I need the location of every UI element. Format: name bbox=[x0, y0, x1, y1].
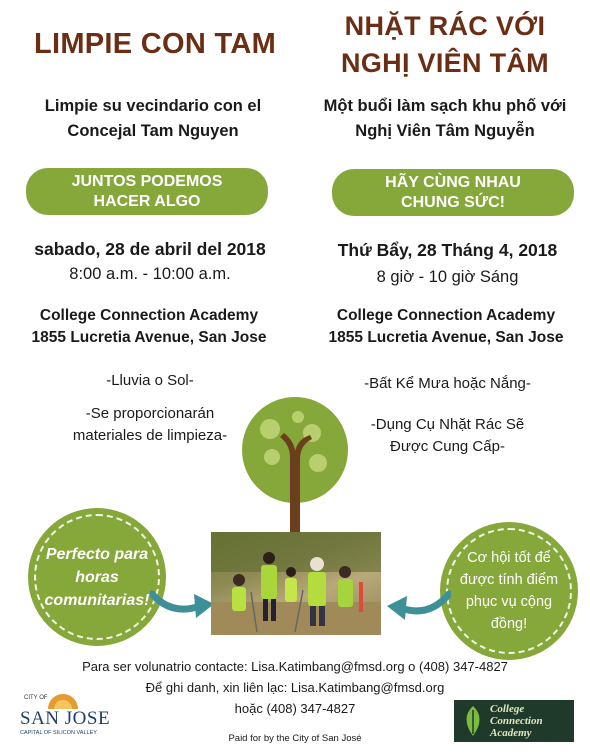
left-badge-text bbox=[45, 543, 150, 612]
cca-logo-line1: College bbox=[490, 703, 525, 715]
right-badge-line2: được tính điểm bbox=[459, 572, 559, 588]
arrow-right-icon bbox=[150, 586, 216, 624]
left-supplies-line2: materiales de limpieza- bbox=[72, 427, 228, 444]
right-venue: College Connection Academy bbox=[336, 307, 556, 324]
right-pill-line2: CHUNG SỨC! bbox=[401, 193, 505, 211]
left-supplies-line1: -Se proporcionarán bbox=[85, 405, 215, 422]
left-pill-line2: HACER ALGO bbox=[93, 192, 201, 210]
left-subtitle-line2: Concejal Tam Nguyen bbox=[67, 122, 239, 140]
contact-vi-line1: Để ghi danh, xin liên lạc: Lisa.Katimbang@fmsd.org bbox=[145, 680, 445, 695]
left-subtitle bbox=[8, 94, 298, 144]
san-jose-logo-tag: CAPITAL OF SILICON VALLEY bbox=[20, 730, 97, 736]
volunteers-photo bbox=[211, 532, 381, 635]
contact-vi-line2: hoặc (408) 347-4827 bbox=[234, 701, 356, 716]
right-subtitle-line2: Nghị Viên Tâm Nguyễn bbox=[355, 122, 535, 140]
right-weather-note: -Bất Kể Mưa hoặc Nắng- bbox=[364, 375, 531, 392]
right-subtitle-line1: Một buổi làm sạch khu phố với bbox=[323, 97, 567, 115]
right-badge-line3: phục vụ cộng bbox=[465, 594, 553, 610]
left-subtitle-line1: Limpie su vecindario con el bbox=[44, 97, 262, 115]
right-title bbox=[300, 8, 590, 82]
left-badge-line2: horas bbox=[75, 568, 119, 586]
cca-logo-text bbox=[490, 703, 543, 739]
volunteers-photo-art bbox=[211, 532, 381, 635]
right-badge bbox=[440, 522, 578, 660]
left-badge bbox=[28, 508, 166, 646]
cca-logo-line2: Connection bbox=[490, 715, 543, 727]
right-location bbox=[302, 305, 590, 349]
right-badge-text bbox=[460, 547, 558, 635]
right-badge-line4: đồng! bbox=[490, 616, 528, 632]
san-jose-logo bbox=[18, 691, 118, 743]
left-badge-line3: comunitarias! bbox=[44, 591, 150, 609]
cca-logo-line3: Academy bbox=[490, 727, 532, 739]
arrow-left-icon bbox=[385, 588, 451, 626]
right-event-time: 8 giờ - 10 giờ Sáng bbox=[376, 268, 519, 286]
left-event-time: 8:00 a.m. - 10:00 a.m. bbox=[69, 265, 231, 283]
leaf-logo-icon bbox=[460, 704, 486, 738]
left-venue: College Connection Academy bbox=[39, 307, 259, 324]
san-jose-logo-main: SAN JOSE bbox=[20, 708, 111, 729]
contact-spanish: Para ser volunatrio contacte: Lisa.Katimbang@fmsd.org o (408) 347-4827 bbox=[82, 659, 508, 674]
right-subtitle bbox=[300, 94, 590, 144]
left-badge-line1: Perfecto para bbox=[45, 545, 149, 563]
left-address: 1855 Lucretia Avenue, San Jose bbox=[31, 329, 267, 346]
right-event-date: Thứ Bẩy, 28 Tháng 4, 2018 bbox=[337, 240, 558, 260]
right-title-line1: NHẶT RÁC VỚI bbox=[344, 11, 546, 41]
right-badge-line1: Cơ hội tốt để bbox=[467, 550, 551, 566]
left-pill-line1: JUNTOS PODEMOS bbox=[71, 172, 223, 190]
san-jose-logo-small: CITY OF bbox=[24, 695, 48, 701]
sun-logo-icon bbox=[46, 691, 80, 709]
college-connection-academy-logo bbox=[454, 700, 574, 742]
right-address: 1855 Lucretia Avenue, San Jose bbox=[328, 329, 564, 346]
right-pill-line1: HÃY CÙNG NHAU bbox=[385, 173, 521, 191]
left-event-date: sabado, 28 de abril del 2018 bbox=[34, 239, 266, 259]
left-slogan-pill bbox=[26, 168, 268, 215]
right-supplies-line1: -Dụng Cụ Nhặt Rác Sẽ bbox=[370, 416, 525, 433]
left-location bbox=[0, 305, 298, 349]
right-slogan-pill bbox=[332, 169, 574, 216]
paid-by-notice: Paid for by the City of San José bbox=[228, 733, 362, 744]
right-supplies-line2: Được Cung Cấp- bbox=[390, 438, 505, 455]
left-title: LIMPIE CON TAM bbox=[33, 28, 277, 60]
tree-icon bbox=[240, 395, 350, 535]
left-weather-note: -Lluvia o Sol- bbox=[106, 372, 194, 389]
right-title-line2: NGHỊ VIÊN TÂM bbox=[341, 48, 549, 78]
